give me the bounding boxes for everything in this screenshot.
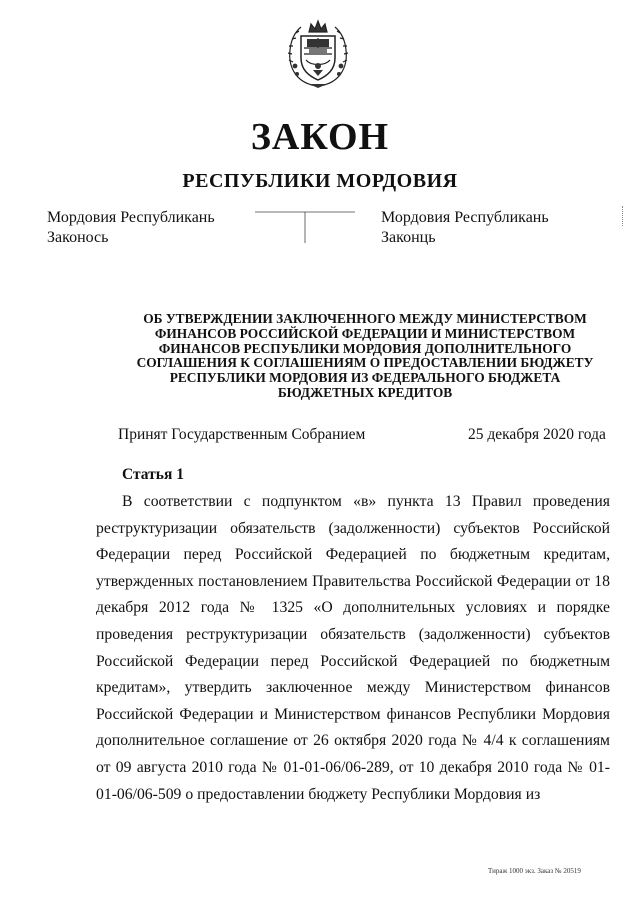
article-body: В соответствии с подпунктом «в» пункта 13 Правил проведения реструктуризации обязательств (задолженности) субъектов Российской Федерации перед Российской Федерацией по бюджетным кредитам, утвержденных постановлением Правительства Российской Федерации от 18 декабря 2012 года № 1325 «О дополнительных условиях и порядке проведения реструктуризации обязательств (задолженности) субъектов Российской Федерации перед Российской Федерацией по бюджетным кредитам», утвердить заключенное между Министерством финансов Российской Федерации и Министерством финансов Республики Мордовия дополнительное соглашение от 26 октября 2020 года № 4/4 к соглашениям от 09 августа 2010 года № 01-01-06/06-289, от 10 декабря 2010 года № 01-01-06/06-509 о предоставлении бюджету Республики Мордовия из [96,493,610,803]
law-name-left [47,208,215,248]
law-heading-line: СОГЛАШЕНИЯ К СОГЛАШЕНИЯМ О ПРЕДОСТАВЛЕНИИ БЮДЖЕТУ [136,355,594,371]
article-title: Статья 1 [122,466,184,483]
law-heading-line: ФИНАНСОВ РОССИЙСКОЙ ФЕДЕРАЦИИ И МИНИСТЕРСТВОМ [154,325,576,341]
adopted-date: 25 декабря 2020 года [468,426,606,443]
header-separator [255,210,355,244]
law-heading [125,312,605,401]
law-heading-line: РЕСПУБЛИКИ МОРДОВИЯ ИЗ ФЕДЕРАЛЬНОГО БЮДЖЕТА [169,370,561,386]
scan-edge-mark [622,206,626,226]
law-name-right-line1: Мордовия Республикань [381,209,549,226]
document-title: ЗАКОН [250,116,390,158]
law-heading-line: ФИНАНСОВ РЕСПУБЛИКИ МОРДОВИЯ ДОПОЛНИТЕЛЬНОГО [158,340,572,356]
law-name-left-line2: Законось [47,229,109,246]
adopted-by: Принят Государственным Собранием [118,426,366,443]
law-heading-line: БЮДЖЕТНЫХ КРЕДИТОВ [277,384,453,400]
coat-of-arms-icon [283,18,353,90]
print-run-note: Тираж 1000 экз. Заказ № 20519 [488,867,581,875]
law-heading-line: ОБ УТВЕРЖДЕНИИ ЗАКЛЮЧЕННОГО МЕЖДУ МИНИСТЕРСТВОМ [143,311,587,326]
law-name-right [381,208,549,248]
law-name-left-line1: Мордовия Республикань [47,209,215,226]
document-subtitle: РЕСПУБЛИКИ МОРДОВИЯ [182,170,458,192]
law-name-right-line2: Законць [381,229,436,246]
